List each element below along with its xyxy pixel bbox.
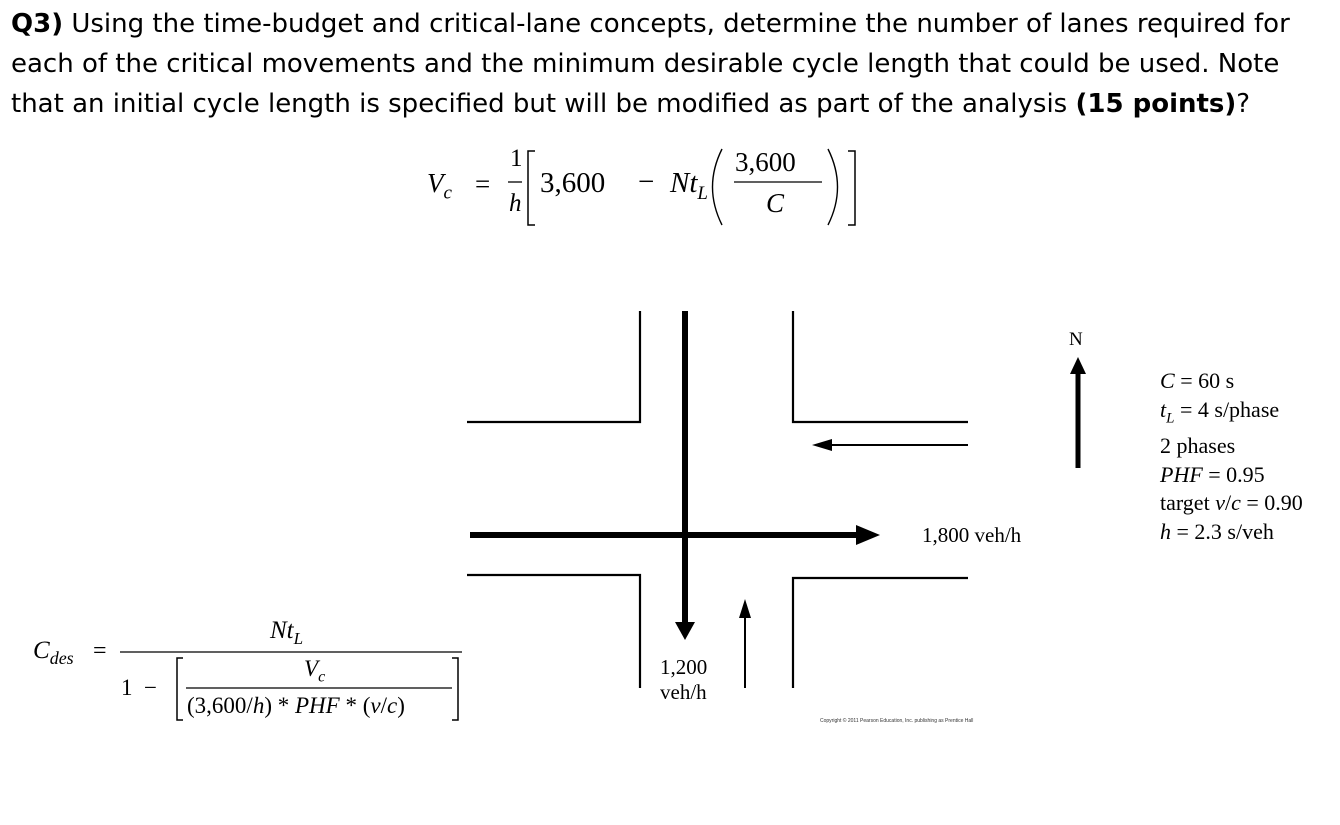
cdes-lhs: $C_{des}$ (33, 637, 74, 668)
question-number: Q3) (11, 9, 64, 39)
southbound-arrowhead (675, 622, 695, 640)
vc-lhs: $V_c$ (427, 168, 452, 204)
copyright-note: Copyright © 2011 Pearson Education, Inc. publishing as Prentice Hall (820, 718, 974, 724)
vc-numerator: 3,600 (735, 147, 796, 177)
vc-base: 3,600 (540, 167, 606, 199)
curb-southeast (793, 578, 968, 688)
eastbound-volume: 1,800 veh/h (922, 523, 1022, 547)
param-phf: PHF = 0.95 (1160, 461, 1265, 487)
cdes-equals: = (93, 638, 107, 664)
vc-denominator: C (766, 188, 785, 218)
curb-northeast (793, 311, 968, 422)
parameter-list (1160, 367, 1303, 546)
param-cycle-length: C = 60 s (1160, 368, 1235, 393)
vc-nt: $Nt_L$ (670, 167, 708, 204)
vc-h: h (509, 190, 522, 217)
cdes-left-bracket (177, 658, 183, 720)
cdes-one-minus: 1 − (121, 675, 157, 700)
northbound-arrowhead (739, 599, 751, 618)
question-body: Using the time-budget and critical-lane concepts, determine the number of lanes required for each of the critical movements and the minimum desirable cycle length that could be used. Note that an initial cycle length is specified but will be modified as part of the analysis (11, 9, 1290, 119)
cdes-inner-numerator: $V_c$ (304, 656, 326, 686)
param-headway: h = 2.3 s/veh (1160, 518, 1274, 544)
param-phases: 2 phases (1160, 433, 1236, 459)
vc-one: 1 (510, 145, 523, 172)
question-points: (15 points) (1075, 89, 1237, 119)
north-arrow-icon (1070, 357, 1086, 374)
cdes-right-bracket (452, 658, 458, 720)
southbound-volume-line2: veh/h (660, 680, 707, 704)
vc-equals: = (475, 169, 491, 199)
north-label: N (1069, 329, 1083, 350)
westbound-arrowhead (812, 439, 832, 451)
vc-left-bracket (528, 151, 535, 225)
vc-minus: − (638, 166, 655, 198)
vc-right-bracket (848, 151, 855, 225)
cdes-numerator: $Nt_L$ (270, 617, 304, 648)
curb-northwest (467, 311, 640, 422)
vc-right-paren (828, 149, 838, 225)
param-target-vc: target v/c = 0.90 (1160, 490, 1303, 516)
eastbound-arrowhead (856, 525, 880, 545)
param-lost-time: $t_L = 4$ s/phase (1160, 396, 1280, 426)
cdes-inner-denominator: (3,600/h) * PHF * (v/c) (187, 693, 405, 718)
southbound-volume-line1: 1,200 (660, 655, 708, 679)
question-end: ? (1236, 89, 1251, 119)
vc-left-paren (713, 149, 723, 225)
curb-southwest (467, 575, 640, 688)
